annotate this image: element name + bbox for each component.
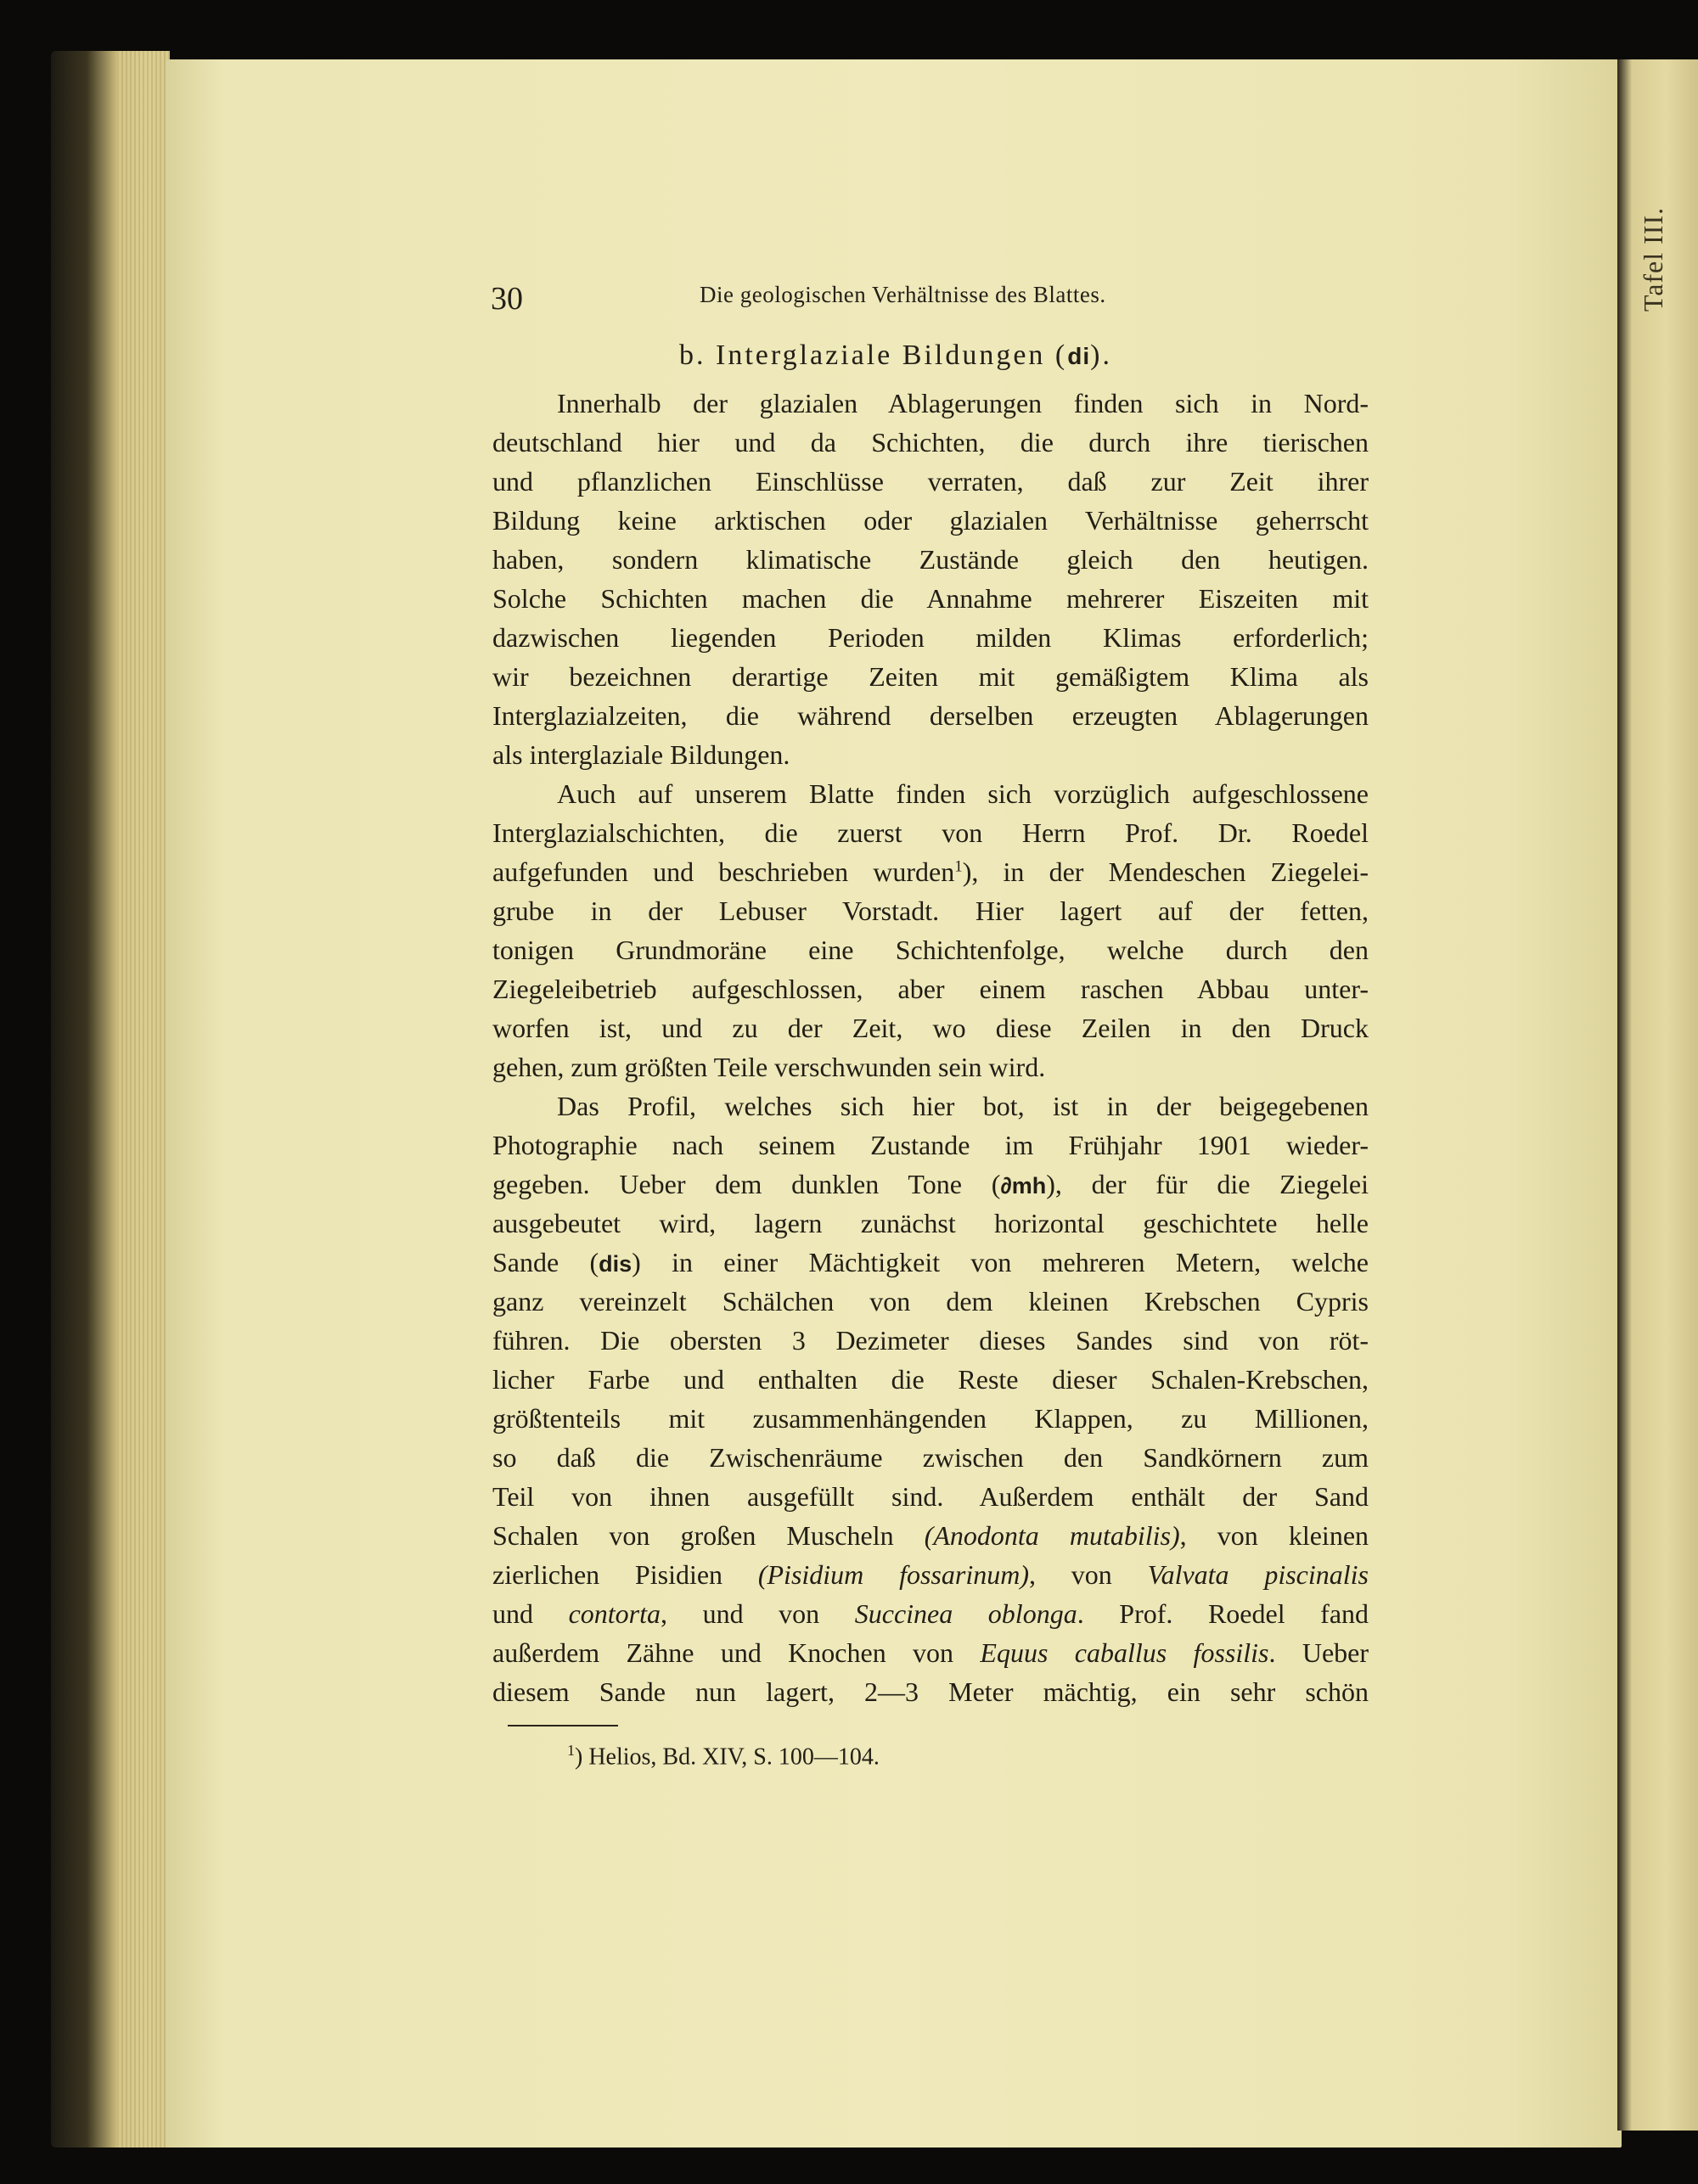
species-name: Succinea oblonga xyxy=(854,1598,1077,1629)
text-line: Auch auf unserem Blatte finden sich vorzüglich aufgeschlossene xyxy=(557,778,1369,809)
text-line: größtenteils mit zusammenhängenden Klappen, zu Millionen, xyxy=(492,1403,1369,1434)
text-line: Innerhalb der glazialen Ablagerungen finden sich in Nord- xyxy=(557,388,1369,418)
text-line: und pflanzlichen Einschlüsse verraten, daß zur Zeit ihrer xyxy=(492,466,1369,497)
symbol-dmh: ∂mh xyxy=(1000,1173,1047,1199)
text-line: licher Farbe und enthalten die Reste dieser Schalen-Krebschen, xyxy=(492,1364,1369,1395)
text-line: führen. Die obersten 3 Dezimeter dieses Sandes sind von röt- xyxy=(492,1325,1369,1356)
book-edge xyxy=(51,51,170,2148)
text-line: wir bezeichnen derartige Zeiten mit gemäßigtem Klima als xyxy=(492,661,1369,692)
species-name: (Anodonta mutabilis) xyxy=(924,1520,1180,1551)
species-name: contorta xyxy=(568,1598,661,1629)
species-name: (Pisidium fossarinum) xyxy=(757,1559,1029,1590)
text-line: Ziegeleibetrieb aufgeschlossen, aber einem raschen Abbau unter- xyxy=(492,974,1369,1004)
text-line: Sande (dis) in einer Mächtigkeit von mehreren Metern, welche xyxy=(492,1247,1369,1277)
text-line: grube in der Lebuser Vorstadt. Hier lagert auf der fetten, xyxy=(492,895,1369,926)
footnote-reference: 1 xyxy=(954,857,963,876)
text-line: diesem Sande nun lagert, 2—3 Meter mächtig, ein sehr schön xyxy=(492,1676,1369,1707)
section-heading: b. Interglaziale Bildungen (di). xyxy=(679,340,1112,371)
heading-symbol: di xyxy=(1067,343,1091,369)
text-line: Schalen von großen Muscheln (Anodonta mutabilis), von kleinen xyxy=(492,1520,1369,1551)
text-line: außerdem Zähne und Knochen von Equus caballus fossilis. Ueber xyxy=(492,1637,1369,1668)
footnote-marker: 1 xyxy=(567,1742,575,1759)
plate-label: Tafel III. xyxy=(1638,206,1669,312)
text-line: gegeben. Ueber dem dunklen Tone (∂mh), der für die Ziegelei xyxy=(492,1169,1369,1199)
page-number: 30 xyxy=(491,281,523,317)
footnote-divider xyxy=(508,1725,618,1726)
body-text xyxy=(492,384,1369,1711)
text-line: Bildung keine arktischen oder glazialen Verhältnisse geherrscht xyxy=(492,505,1369,536)
text-line: Photographie nach seinem Zustande im Frühjahr 1901 wieder- xyxy=(492,1130,1369,1160)
text-line: tonigen Grundmoräne eine Schichtenfolge, welche durch den xyxy=(492,935,1369,965)
species-name: Valvata piscinalis xyxy=(1147,1559,1369,1590)
text-line: gehen, zum größten Teile verschwunden sein wird. xyxy=(492,1052,1046,1082)
paragraph-3 xyxy=(492,1086,1369,1711)
text-line: zierlichen Pisidien (Pisidium fossarinum), von Valvata piscinalis xyxy=(492,1559,1369,1590)
text-line: als interglaziale Bildungen. xyxy=(492,739,790,770)
paragraph-2 xyxy=(492,774,1369,1086)
text-line: und contorta, und von Succinea oblonga. Prof. Roedel fand xyxy=(492,1598,1369,1629)
text-line: Interglazialzeiten, die während derselben erzeugten Ablagerungen xyxy=(492,700,1369,731)
text-line: Das Profil, welches sich hier bot, ist in der beigegebenen xyxy=(557,1091,1369,1121)
species-name: Equus caballus fossilis xyxy=(980,1637,1269,1668)
text-line: Solche Schichten machen die Annahme mehrerer Eiszeiten mit xyxy=(492,583,1369,614)
footnote: $^1$) Helios, Bd. XIV, S. 100—104. xyxy=(567,1742,880,1771)
text-line: deutschland hier und da Schichten, die durch ihre tierischen xyxy=(492,427,1369,458)
text-line: aufgefunden und beschrieben wurden$^1$), in der Mendeschen Ziegelei- xyxy=(492,856,1369,887)
plate-edge xyxy=(1617,59,1698,2131)
page-edges xyxy=(119,51,170,2148)
page-header xyxy=(491,280,1374,318)
text-line: dazwischen liegenden Perioden milden Klimas erforderlich; xyxy=(492,622,1369,653)
text-line: haben, sondern klimatische Zustände gleich den heutigen. xyxy=(492,544,1369,575)
text-line: ganz vereinzelt Schälchen von dem kleinen Krebschen Cypris xyxy=(492,1286,1369,1317)
text-line: worfen ist, und zu der Zeit, wo diese Zeilen in den Druck xyxy=(492,1013,1369,1043)
text-line: ausgebeutet wird, lagern zunächst horizontal geschichtete helle xyxy=(492,1208,1369,1238)
paragraph-1 xyxy=(492,384,1369,774)
text-line: so daß die Zwischenräume zwischen den Sandkörnern zum xyxy=(492,1442,1369,1473)
text-line: Interglazialschichten, die zuerst von Herrn Prof. Dr. Roedel xyxy=(492,817,1369,848)
symbol-dis: dis xyxy=(599,1251,633,1277)
running-title: Die geologischen Verhältnisse des Blattes. xyxy=(700,282,1106,307)
text-line: Teil von ihnen ausgefüllt sind. Außerdem enthält der Sand xyxy=(492,1481,1369,1512)
